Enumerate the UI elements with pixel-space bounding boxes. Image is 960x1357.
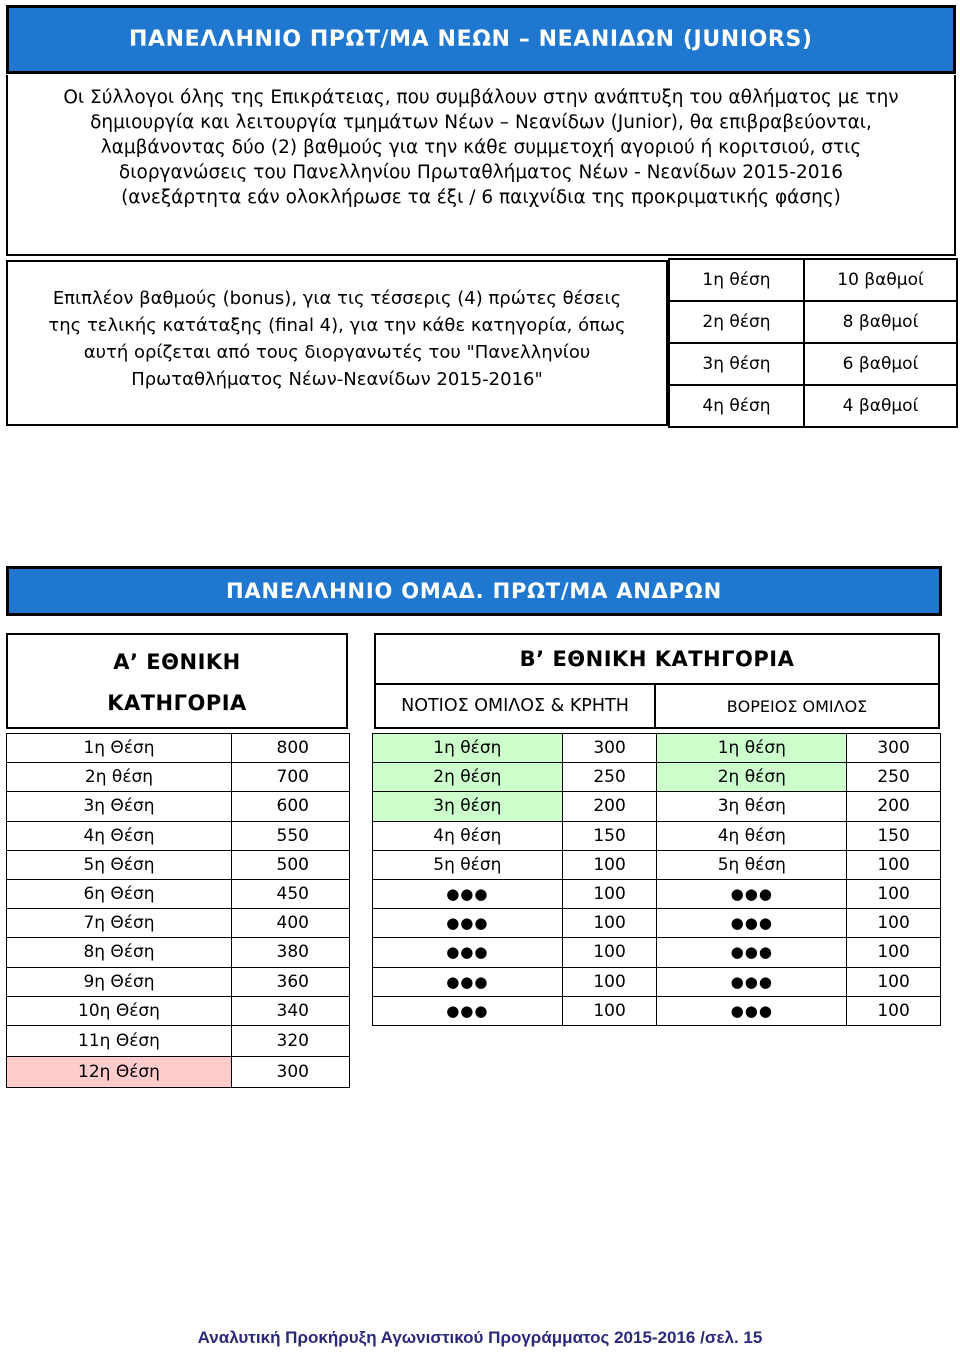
bonus-line: αυτή ορίζεται από τους διοργανωτές του "Πανελληνίου bbox=[83, 342, 591, 363]
ellipsis-cell: ●●● bbox=[657, 879, 847, 908]
b-header-label: Β’ ΕΘΝΙΚΗ ΚΑΤΗΓΟΡΙΑ bbox=[519, 647, 795, 671]
table-row bbox=[373, 734, 941, 763]
points-cell: 450 bbox=[232, 879, 350, 908]
bonus-points-table bbox=[668, 258, 958, 428]
juniors-title: ΠΑΝΕΛΛΗΝΙΟ ΠΡΩΤ/ΜΑ ΝΕΩΝ – ΝΕΑΝΙΔΩΝ (JUNIORS) bbox=[129, 27, 813, 52]
south-place-cell: 5η θέση bbox=[373, 850, 563, 879]
place-cell: 4η θέση bbox=[669, 385, 804, 427]
place-cell: 3η Θέση bbox=[7, 792, 232, 821]
points-cell: 360 bbox=[232, 967, 350, 996]
paragraph-line: (ανεξάρτητα εάν ολοκλήρωσε τα έξι / 6 παιχνίδια της προκριματικής φάσης) bbox=[121, 187, 841, 208]
north-place-cell: 5η θέση bbox=[657, 850, 847, 879]
a-category-header bbox=[6, 633, 348, 729]
place-cell: 10η Θέση bbox=[7, 996, 232, 1025]
north-points-cell: 150 bbox=[847, 821, 941, 850]
south-points-cell: 150 bbox=[562, 821, 657, 850]
points-cell: 550 bbox=[232, 821, 350, 850]
south-place-cell: 2η θέση bbox=[373, 763, 563, 792]
south-points-cell: 100 bbox=[562, 996, 657, 1025]
bonus-line: Πρωταθλήματος Νέων-Νεανίδων 2015-2016" bbox=[131, 369, 543, 390]
place-cell: 12η Θέση bbox=[7, 1056, 232, 1087]
ellipsis-cell: ●●● bbox=[657, 996, 847, 1025]
north-points-cell: 100 bbox=[847, 938, 941, 967]
ellipsis-cell: ●●● bbox=[657, 909, 847, 938]
place-cell: 2η θέση bbox=[669, 301, 804, 343]
south-group-label: ΝΟΤΙΟΣ ΟΜΙΛΟΣ & ΚΡΗΤΗ bbox=[401, 696, 629, 716]
ellipsis-cell: ●●● bbox=[657, 967, 847, 996]
table-row bbox=[373, 821, 941, 850]
table-row bbox=[7, 967, 350, 996]
table-row bbox=[373, 909, 941, 938]
table-row bbox=[373, 967, 941, 996]
place-cell: 3η θέση bbox=[669, 343, 804, 385]
place-cell: 11η Θέση bbox=[7, 1025, 232, 1056]
b-south-group-header bbox=[374, 685, 656, 729]
north-points-cell: 200 bbox=[847, 792, 941, 821]
south-points-cell: 250 bbox=[562, 763, 657, 792]
south-place-cell: 3η θέση bbox=[373, 792, 563, 821]
b-category-header bbox=[374, 633, 940, 685]
south-points-cell: 200 bbox=[562, 792, 657, 821]
north-points-cell: 100 bbox=[847, 879, 941, 908]
north-points-cell: 100 bbox=[847, 967, 941, 996]
north-place-cell: 4η θέση bbox=[657, 821, 847, 850]
table-row bbox=[669, 301, 957, 343]
ellipsis-cell: ●●● bbox=[657, 938, 847, 967]
north-points-cell: 300 bbox=[847, 734, 941, 763]
a-category-table bbox=[6, 733, 350, 1088]
place-cell: 1η Θέση bbox=[7, 734, 232, 763]
table-row bbox=[373, 792, 941, 821]
points-cell: 340 bbox=[232, 996, 350, 1025]
points-cell: 700 bbox=[232, 763, 350, 792]
bonus-line: της τελικής κατάταξης (final 4), για την κάθε κατηγορία, όπως bbox=[48, 315, 626, 336]
place-cell: 8η Θέση bbox=[7, 938, 232, 967]
points-cell: 6 βαθμοί bbox=[804, 343, 957, 385]
table-row bbox=[7, 938, 350, 967]
table-row bbox=[669, 343, 957, 385]
b-north-group-header bbox=[656, 685, 940, 729]
ellipsis-cell: ●●● bbox=[373, 909, 563, 938]
south-place-cell: 1η θέση bbox=[373, 734, 563, 763]
b-category-table bbox=[372, 733, 941, 1026]
table-row bbox=[7, 909, 350, 938]
ellipsis-cell: ●●● bbox=[373, 938, 563, 967]
table-row bbox=[669, 385, 957, 427]
table-row bbox=[7, 792, 350, 821]
men-title: ΠΑΝΕΛΛΗΝΙΟ ΟΜΑΔ. ΠΡΩΤ/ΜΑ ΑΝΔΡΩΝ bbox=[226, 579, 722, 603]
table-row bbox=[373, 850, 941, 879]
north-place-cell: 3η θέση bbox=[657, 792, 847, 821]
points-cell: 4 βαθμοί bbox=[804, 385, 957, 427]
ellipsis-cell: ●●● bbox=[373, 996, 563, 1025]
table-row bbox=[373, 938, 941, 967]
points-cell: 500 bbox=[232, 850, 350, 879]
north-group-label: ΒΟΡΕΙΟΣ ΟΜΙΛΟΣ bbox=[726, 696, 868, 716]
table-row bbox=[669, 259, 957, 301]
table-row-relegation bbox=[7, 1056, 350, 1087]
points-cell: 800 bbox=[232, 734, 350, 763]
bonus-line: Επιπλέον βαθμούς (bonus), για τις τέσσερις (4) πρώτες θέσεις bbox=[52, 288, 622, 309]
table-row bbox=[373, 996, 941, 1025]
ellipsis-cell: ●●● bbox=[373, 967, 563, 996]
points-cell: 10 βαθμοί bbox=[804, 259, 957, 301]
table-row bbox=[373, 763, 941, 792]
north-place-cell: 1η θέση bbox=[657, 734, 847, 763]
page-footer: Αναλυτική Προκήρυξη Αγωνιστικού Προγράμματος 2015-2016 /σελ. 15 bbox=[197, 1328, 763, 1347]
bonus-description bbox=[6, 260, 668, 426]
table-row bbox=[373, 879, 941, 908]
south-place-cell: 4η θέση bbox=[373, 821, 563, 850]
points-cell: 300 bbox=[232, 1056, 350, 1087]
place-cell: 7η Θέση bbox=[7, 909, 232, 938]
juniors-title-banner bbox=[6, 5, 956, 74]
points-cell: 380 bbox=[232, 938, 350, 967]
south-points-cell: 100 bbox=[562, 967, 657, 996]
north-points-cell: 250 bbox=[847, 763, 941, 792]
place-cell: 9η Θέση bbox=[7, 967, 232, 996]
north-points-cell: 100 bbox=[847, 996, 941, 1025]
juniors-paragraph bbox=[6, 75, 956, 256]
paragraph-line: λαμβάνοντας δύο (2) βαθμούς για την κάθε συμμετοχή αγοριού ή κοριτσιού, στις bbox=[100, 137, 862, 158]
north-points-cell: 100 bbox=[847, 909, 941, 938]
place-cell: 5η Θέση bbox=[7, 850, 232, 879]
paragraph-line: διοργανώσεις του Πανελληνίου Πρωταθλήματος Νέων - Νεανίδων 2015-2016 bbox=[118, 162, 844, 183]
points-cell: 400 bbox=[232, 909, 350, 938]
table-row bbox=[7, 996, 350, 1025]
place-cell: 2η θέση bbox=[7, 763, 232, 792]
points-cell: 600 bbox=[232, 792, 350, 821]
ellipsis-cell: ●●● bbox=[373, 879, 563, 908]
place-cell: 6η Θέση bbox=[7, 879, 232, 908]
table-row bbox=[7, 734, 350, 763]
a-header-line: ΚΑΤΗΓΟΡΙΑ bbox=[107, 691, 247, 715]
table-row bbox=[7, 763, 350, 792]
north-points-cell: 100 bbox=[847, 850, 941, 879]
south-points-cell: 100 bbox=[562, 938, 657, 967]
paragraph-line: δημιουργία και λειτουργία τμημάτων Νέων – Νεανίδων (Junior), θα επιβραβεύονται, bbox=[90, 112, 872, 133]
table-row bbox=[7, 821, 350, 850]
south-points-cell: 100 bbox=[562, 909, 657, 938]
north-place-cell: 2η θέση bbox=[657, 763, 847, 792]
table-row bbox=[7, 1025, 350, 1056]
south-points-cell: 100 bbox=[562, 850, 657, 879]
south-points-cell: 300 bbox=[562, 734, 657, 763]
points-cell: 320 bbox=[232, 1025, 350, 1056]
place-cell: 4η Θέση bbox=[7, 821, 232, 850]
paragraph-line: Οι Σύλλογοι όλης της Επικράτειας, που συμβάλουν στην ανάπτυξη του αθλήματος με την bbox=[63, 87, 899, 108]
table-row bbox=[7, 850, 350, 879]
a-header-line: Α’ ΕΘΝΙΚΗ bbox=[113, 650, 241, 674]
south-points-cell: 100 bbox=[562, 879, 657, 908]
table-row bbox=[7, 879, 350, 908]
men-title-banner bbox=[6, 566, 942, 616]
place-cell: 1η θέση bbox=[669, 259, 804, 301]
points-cell: 8 βαθμοί bbox=[804, 301, 957, 343]
